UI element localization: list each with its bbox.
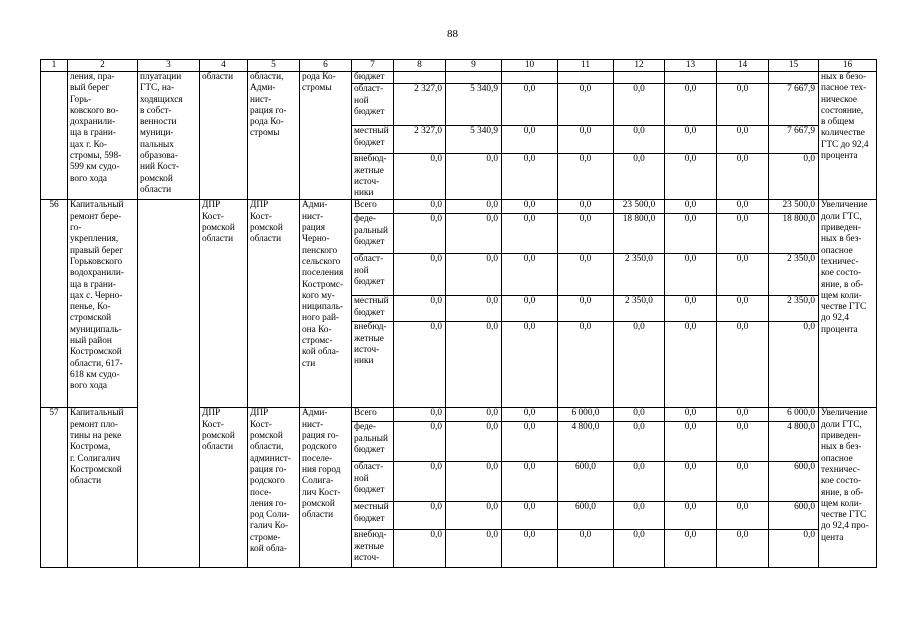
funding-source-cell: област- ной бюджет bbox=[352, 84, 394, 126]
header-cell: 14 bbox=[717, 60, 769, 72]
customer-cell: ДПР Кост- ромской области bbox=[200, 408, 248, 568]
result-indicator-cell: Увеличение доли ГТС, приведен- ных в без- опасное tехничес- кое состо- яние, в об- щем коли- честве ГТС до 92,4 процента bbox=[819, 200, 877, 408]
amount-cell: 0,0 bbox=[502, 530, 558, 568]
amount-cell: 0,0 bbox=[717, 296, 769, 322]
page-number: 88 bbox=[447, 28, 458, 40]
amount-cell: 0,0 bbox=[394, 462, 446, 502]
amount-cell: 0,0 bbox=[502, 296, 558, 322]
amount-cell: 0,0 bbox=[502, 200, 558, 214]
amount-cell: 0,0 bbox=[446, 408, 502, 422]
amount-cell: 0,0 bbox=[394, 296, 446, 322]
amount-cell: 0,0 bbox=[446, 154, 502, 200]
amount-cell: 0,0 bbox=[717, 502, 769, 530]
amount-cell: 0,0 bbox=[665, 502, 717, 530]
recipient-cell: рода Ко- стромы bbox=[300, 72, 352, 200]
header-cell: 16 bbox=[819, 60, 877, 72]
amount-cell: 0,0 bbox=[558, 322, 614, 408]
header-cell: 9 bbox=[446, 60, 502, 72]
amount-cell bbox=[558, 72, 614, 84]
amount-cell: 0,0 bbox=[394, 530, 446, 568]
amount-cell: 0,0 bbox=[502, 422, 558, 462]
row-number: 57 bbox=[41, 408, 68, 568]
amount-cell: 0,0 bbox=[558, 214, 614, 254]
executor-cell: ДПР Кост- ромской области, админист- рация го- родского посе- ления го- род Соли- галич Ко- строме- кой обла- bbox=[248, 408, 300, 568]
header-cell: 10 bbox=[502, 60, 558, 72]
amount-cell: 2 350,0 bbox=[614, 296, 665, 322]
funding-source-cell: бюджет bbox=[352, 72, 394, 84]
recipient-cell: Адми- нист- рация го- родского поселе- ния город Солига- лич Кост- ромской области bbox=[300, 408, 352, 568]
amount-cell: 0,0 bbox=[717, 214, 769, 254]
amount-cell: 18 800,0 bbox=[614, 214, 665, 254]
amount-cell: 0,0 bbox=[446, 214, 502, 254]
header-cell: 11 bbox=[558, 60, 614, 72]
amount-cell: 0,0 bbox=[614, 408, 665, 422]
amount-cell: 0,0 bbox=[665, 200, 717, 214]
amount-cell: 23 500,0 bbox=[614, 200, 665, 214]
funding-source-cell: Всего bbox=[352, 200, 394, 214]
amount-cell: 0,0 bbox=[665, 214, 717, 254]
object-name-cell: ления, пра- вый берег Горь- ковского во- дохранили- ща в грани- цах г. Ко- стромы, 598- 599 км судо- вого хода bbox=[68, 72, 138, 200]
amount-cell: 0,0 bbox=[446, 462, 502, 502]
amount-cell bbox=[502, 72, 558, 84]
amount-cell: 600,0 bbox=[769, 502, 819, 530]
amount-cell: 0,0 bbox=[394, 502, 446, 530]
funding-source-cell: внебюд- жетные источ- bbox=[352, 530, 394, 568]
amount-cell: 2 327,0 bbox=[394, 84, 446, 126]
recipient-cell: Адми- нист- рация Черно- пенского сельского поселения Костромс- кого му- ниципаль- ного рай- она Ко- стромс- кой обла- сти bbox=[300, 200, 352, 408]
executor-cell: ДПР Кост- ромской области bbox=[248, 200, 300, 408]
header-cell: 15 bbox=[769, 60, 819, 72]
header-row bbox=[41, 60, 877, 72]
amount-cell: 4 800,0 bbox=[769, 422, 819, 462]
header-cell: 7 bbox=[352, 60, 394, 72]
header-cell: 2 bbox=[68, 60, 138, 72]
amount-cell: 5 340,9 bbox=[446, 84, 502, 126]
amount-cell: 0,0 bbox=[769, 322, 819, 408]
amount-cell: 7 667,9 bbox=[769, 126, 819, 154]
funding-source-cell: област- ной бюджет bbox=[352, 462, 394, 502]
amount-cell: 0,0 bbox=[717, 154, 769, 200]
object-name-cell: Капитальный ремонт бере- го- укрепления, правый берег Горьковского водохранили- ща в грани- цах с. Черно- пенье, Ко- стромской муниципаль- ный район Костромской области, 617- 618 км судо- вого хода bbox=[68, 200, 138, 408]
amount-cell: 0,0 bbox=[558, 84, 614, 126]
amount-cell: 0,0 bbox=[665, 422, 717, 462]
amount-cell: 0,0 bbox=[502, 254, 558, 296]
amount-cell: 0,0 bbox=[717, 408, 769, 422]
funding-source-cell: внебюд- жетные источ- ники bbox=[352, 154, 394, 200]
result-indicator-cell: ных в безо- пасное тех- ническое состояние, в общем количестве ГТС до 92,4 процента bbox=[819, 72, 877, 200]
amount-cell: 0,0 bbox=[614, 530, 665, 568]
amount-cell: 0,0 bbox=[394, 322, 446, 408]
amount-cell: 0,0 bbox=[665, 462, 717, 502]
funding-source-cell: Всего bbox=[352, 408, 394, 422]
amount-cell: 2 350,0 bbox=[769, 296, 819, 322]
amount-cell bbox=[717, 72, 769, 84]
amount-cell: 0,0 bbox=[665, 322, 717, 408]
funding-source-cell: внебюд- жетные источ- ники bbox=[352, 322, 394, 408]
funding-source-cell: област- ной бюджет bbox=[352, 254, 394, 296]
amount-cell bbox=[394, 72, 446, 84]
budget-table bbox=[40, 59, 877, 568]
amount-cell: 0,0 bbox=[717, 462, 769, 502]
amount-cell: 0,0 bbox=[446, 422, 502, 462]
funding-source-cell: феде- ральный бюджет bbox=[352, 214, 394, 254]
program-cell: плуатации ГТС, на- ходящихся в собст- венности муници- пальных образова- ний Кост- ромской области bbox=[138, 72, 200, 200]
amount-cell: 5 340,9 bbox=[446, 126, 502, 154]
amount-cell: 0,0 bbox=[446, 296, 502, 322]
funding-source-cell: местный бюджет bbox=[352, 502, 394, 530]
amount-cell: 23 500,0 bbox=[769, 200, 819, 214]
amount-cell: 0,0 bbox=[717, 530, 769, 568]
amount-cell: 0,0 bbox=[665, 254, 717, 296]
amount-cell bbox=[614, 72, 665, 84]
amount-cell: 0,0 bbox=[558, 200, 614, 214]
amount-cell: 0,0 bbox=[717, 126, 769, 154]
amount-cell: 0,0 bbox=[502, 462, 558, 502]
amount-cell: 2 350,0 bbox=[769, 254, 819, 296]
program-cell-empty bbox=[138, 200, 200, 568]
amount-cell: 0,0 bbox=[614, 126, 665, 154]
header-cell: 8 bbox=[394, 60, 446, 72]
amount-cell: 0,0 bbox=[394, 200, 446, 214]
amount-cell: 0,0 bbox=[717, 200, 769, 214]
object-name-cell: Капитальный ремонт пло- тины на реке Кострома, г. Солигалич Костромской области bbox=[68, 408, 138, 568]
executor-cell: области, Адми- нист- рация го- рода Ко- стромы bbox=[248, 72, 300, 200]
amount-cell: 0,0 bbox=[614, 502, 665, 530]
amount-cell: 0,0 bbox=[394, 214, 446, 254]
amount-cell: 600,0 bbox=[558, 502, 614, 530]
amount-cell: 0,0 bbox=[717, 422, 769, 462]
amount-cell: 0,0 bbox=[394, 422, 446, 462]
amount-cell: 0,0 bbox=[769, 530, 819, 568]
header-cell: 1 bbox=[41, 60, 68, 72]
amount-cell: 0,0 bbox=[614, 322, 665, 408]
amount-cell: 0,0 bbox=[665, 84, 717, 126]
funding-source-cell: местный бюджет bbox=[352, 126, 394, 154]
amount-cell: 0,0 bbox=[394, 254, 446, 296]
header-cell: 4 bbox=[200, 60, 248, 72]
amount-cell bbox=[769, 72, 819, 84]
amount-cell: 0,0 bbox=[717, 84, 769, 126]
amount-cell: 0,0 bbox=[502, 126, 558, 154]
amount-cell: 0,0 bbox=[502, 322, 558, 408]
table-row bbox=[41, 72, 877, 84]
amount-cell: 0,0 bbox=[665, 530, 717, 568]
funding-source-cell: феде- ральный бюджет bbox=[352, 422, 394, 462]
amount-cell: 6 000,0 bbox=[769, 408, 819, 422]
funding-source-cell: местный бюджет bbox=[352, 296, 394, 322]
amount-cell: 0,0 bbox=[502, 502, 558, 530]
amount-cell: 0,0 bbox=[502, 214, 558, 254]
amount-cell: 600,0 bbox=[558, 462, 614, 502]
amount-cell: 0,0 bbox=[717, 254, 769, 296]
amount-cell: 0,0 bbox=[446, 322, 502, 408]
amount-cell: 0,0 bbox=[394, 154, 446, 200]
amount-cell: 0,0 bbox=[558, 296, 614, 322]
amount-cell: 4 800,0 bbox=[558, 422, 614, 462]
amount-cell: 600,0 bbox=[769, 462, 819, 502]
amount-cell: 0,0 bbox=[502, 84, 558, 126]
header-cell: 5 bbox=[248, 60, 300, 72]
amount-cell: 0,0 bbox=[614, 422, 665, 462]
header-cell: 13 bbox=[665, 60, 717, 72]
amount-cell: 0,0 bbox=[665, 154, 717, 200]
amount-cell: 0,0 bbox=[558, 126, 614, 154]
amount-cell: 6 000,0 bbox=[558, 408, 614, 422]
amount-cell: 0,0 bbox=[614, 84, 665, 126]
amount-cell: 0,0 bbox=[394, 408, 446, 422]
customer-cell: ДПР Кост- ромской области bbox=[200, 200, 248, 408]
customer-cell: области bbox=[200, 72, 248, 200]
amount-cell: 0,0 bbox=[446, 530, 502, 568]
amount-cell: 0,0 bbox=[614, 462, 665, 502]
amount-cell: 0,0 bbox=[558, 254, 614, 296]
amount-cell: 0,0 bbox=[502, 408, 558, 422]
row-number bbox=[41, 72, 68, 200]
amount-cell: 0,0 bbox=[769, 154, 819, 200]
amount-cell: 0,0 bbox=[446, 502, 502, 530]
amount-cell: 7 667,9 bbox=[769, 84, 819, 126]
amount-cell: 0,0 bbox=[446, 254, 502, 296]
amount-cell: 0,0 bbox=[558, 154, 614, 200]
table-row bbox=[41, 200, 877, 214]
header-cell: 6 bbox=[300, 60, 352, 72]
amount-cell: 0,0 bbox=[665, 296, 717, 322]
amount-cell: 2 350,0 bbox=[614, 254, 665, 296]
amount-cell: 18 800,0 bbox=[769, 214, 819, 254]
result-indicator-cell: Увеличение доли ГТС, приведен- ных в без- опасное техничес- кое состо- яние, в об- щем коли- честве ГТС до 92,4 про- цента bbox=[819, 408, 877, 568]
amount-cell: 0,0 bbox=[665, 408, 717, 422]
amount-cell bbox=[665, 72, 717, 84]
header-cell: 12 bbox=[614, 60, 665, 72]
amount-cell: 2 327,0 bbox=[394, 126, 446, 154]
amount-cell: 0,0 bbox=[502, 154, 558, 200]
amount-cell: 0,0 bbox=[614, 154, 665, 200]
amount-cell: 0,0 bbox=[558, 530, 614, 568]
header-cell: 3 bbox=[138, 60, 200, 72]
amount-cell bbox=[446, 72, 502, 84]
amount-cell: 0,0 bbox=[446, 200, 502, 214]
row-number: 56 bbox=[41, 200, 68, 408]
amount-cell: 0,0 bbox=[665, 126, 717, 154]
amount-cell: 0,0 bbox=[717, 322, 769, 408]
